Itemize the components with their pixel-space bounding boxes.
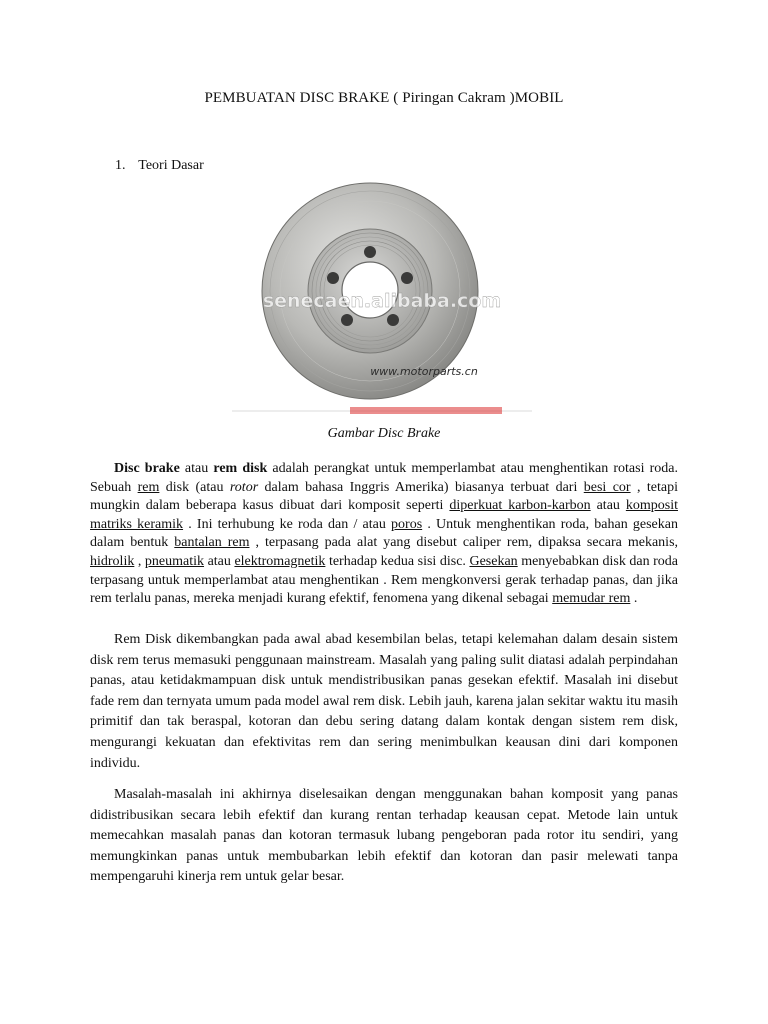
brand-strip — [350, 407, 502, 414]
section-heading — [115, 158, 204, 174]
watermark-url: www.motorparts.cn — [370, 365, 478, 378]
link-elektromagnetik[interactable]: elektromagnetik — [234, 553, 326, 569]
link-pneumatik[interactable]: pneumatik — [144, 553, 205, 569]
link-karbon-karbon[interactable]: diperkuat karbon-karbon — [449, 498, 591, 514]
link-komposit-matriks-keramik[interactable]: komposit matriks keramik — [90, 498, 678, 532]
disc-brake-figure — [232, 182, 532, 414]
term-disc-brake: Disc brake — [114, 461, 180, 476]
disc-brake-image — [232, 182, 532, 414]
section-number: 1. — [115, 158, 126, 173]
link-rem[interactable]: rem — [137, 479, 160, 495]
link-poros[interactable]: poros — [391, 516, 423, 532]
link-gesekan[interactable]: Gesekan — [469, 553, 518, 569]
paragraph-2: Rem Disk dikembangkan pada awal abad kesembilan belas, tetapi kelemahan dalam desain sistem disk rem terus memasuki penggunaan mainstream. Masalah yang paling sulit diatasi adalah perpindahan panas, atau ketidakmampuan disk untuk mendistribusikan panas gesekan efektif. Masalah ini disebut fade rem dan ternyata umum pada model awal rem disk. Lebih jauh, karena jalan sekitar waktu itu masih primitif dan tak beraspal, kotoran dan debu sering datang dalam kontak dengan sistem rem disk, mengurangi kekuatan dan efektivitas rem dan sering menimbulkan keausan dini dari komponen individu. — [90, 632, 678, 771]
paragraph-1: Disc brake atau rem disk adalah perangkat untuk memperlambat atau menghentikan rotasi roda. Sebuah rem disk (atau rotor dalam bahasa Inggris Amerika) biasanya terbuat dari besi cor , tetapi mungkin dalam beberapa kasus dibuat dari komposit seperti diperkuat karbon-karbon atau komposit matriks keramik . Ini terhubung ke roda dan / atau poros . Untuk menghentikan roda, bahan gesekan dalam bentuk bantalan rem , terpasang pada alat yang disebut caliper rem, dipaksa secara mekanis, hidrolik , pneumatik atau elektromagnetik terhadap kedua sisi disc. Gesekan menyebabkan disk dan roda terpasang untuk memperlambat atau menghentikan . Rem mengkonversi gerak terhadap panas, dan jika rem terlalu panas, mereka menjadi kurang efektif, fenomena yang dikenal sebagai memudar rem . — [90, 461, 679, 607]
term-rotor: rotor — [229, 479, 259, 495]
paragraph-3: Masalah-masalah ini akhirnya diselesaikan dengan menggunakan bahan komposit yang panas didistribusikan secara lebih efektif dan kurang rentan terhadap keausan cepat. Metode lain untuk memecahkan masalah panas dan kotoran termasuk lubang pengeboran pada rotor itu sendiri, yang memungkinkan panas untuk membubarkan lebih efektif dan kotoran dan pasir melewati tanpa mempengaruhi kinerja rem untuk gelar besar. — [90, 787, 678, 885]
link-besi-cor[interactable]: besi cor — [583, 479, 631, 495]
document-title: PEMBUATAN DISC BRAKE ( Piringan Cakram )MOBIL — [204, 90, 564, 106]
section-label: Teori Dasar — [138, 158, 204, 173]
link-memudar-rem[interactable]: memudar rem — [552, 591, 631, 607]
watermark-main: senecaen.alibaba.com — [262, 290, 502, 312]
link-hidrolik[interactable]: hidrolik — [90, 553, 135, 569]
figure-caption: Gambar Disc Brake — [327, 426, 441, 441]
link-bantalan-rem[interactable]: bantalan rem — [174, 535, 250, 551]
term-rem-disk: rem disk — [213, 461, 268, 476]
